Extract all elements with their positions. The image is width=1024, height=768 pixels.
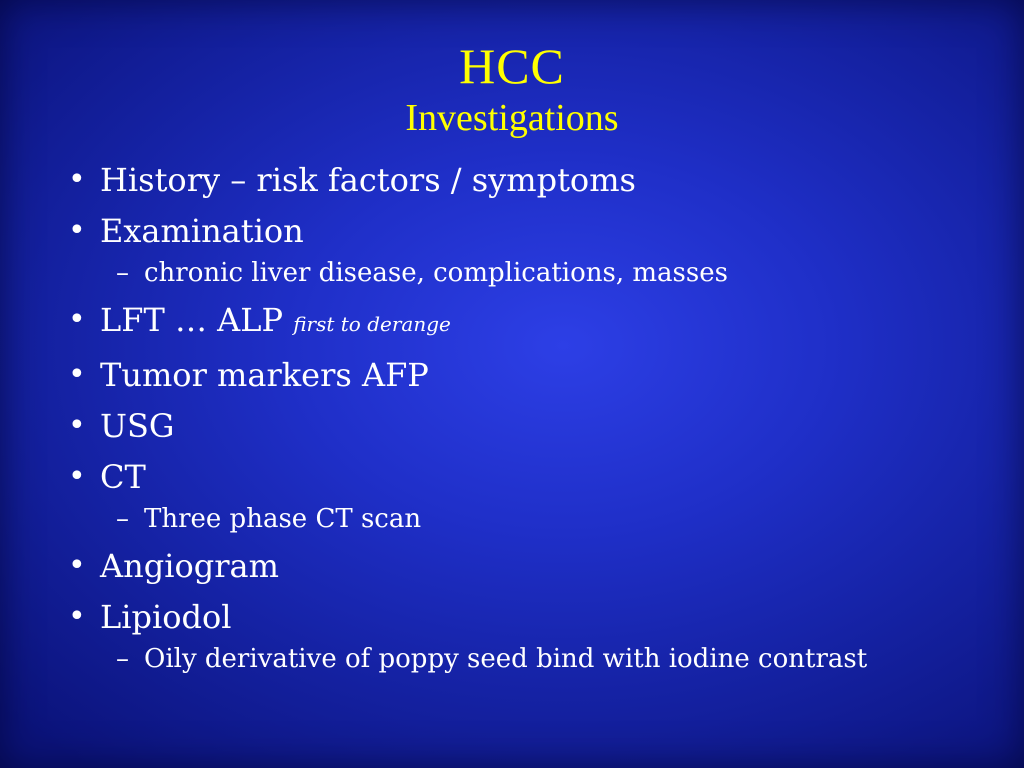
bullet-dot: • (68, 162, 86, 197)
bullet-text: LFT … ALP (100, 301, 284, 339)
bullet-text: Angiogram (100, 547, 279, 585)
bullet-item (64, 158, 964, 202)
sub-bullet-dash: – (116, 644, 129, 674)
sub-bullet-dash: – (116, 504, 129, 534)
sub-bullet-item (64, 642, 904, 676)
bullet-item (64, 404, 964, 448)
bullet-text: USG (100, 407, 175, 445)
bullet-item (64, 544, 964, 588)
bullet-dot: • (68, 357, 86, 392)
sub-bullet-text: Three phase CT scan (144, 504, 422, 534)
bullet-item (64, 298, 964, 346)
sub-bullet-item (64, 502, 904, 536)
bullet-dot: • (68, 408, 86, 443)
bullet-item (64, 595, 964, 639)
bullet-text: History – risk factors / symptoms (100, 161, 636, 199)
bullet-note: first to derange (293, 312, 451, 336)
bullet-text: CT (100, 458, 146, 496)
bullet-dot: • (68, 599, 86, 634)
bullet-text: Lipiodol (100, 598, 232, 636)
bullet-list (64, 158, 964, 684)
slide-subtitle: Investigations (405, 97, 619, 139)
sub-bullet-dash: – (116, 258, 129, 288)
sub-bullet-text: Oily derivative of poppy seed bind with iodine contrast (144, 644, 868, 674)
bullet-dot: • (68, 459, 86, 494)
bullet-dot: • (68, 302, 86, 337)
bullet-dot: • (68, 548, 86, 583)
bullet-item (64, 455, 964, 499)
bullet-text: Tumor markers AFP (100, 356, 429, 394)
bullet-item (64, 209, 964, 253)
bullet-text: Examination (100, 212, 304, 250)
sub-bullet-text: chronic liver disease, complications, masses (144, 258, 728, 288)
title-block (0, 38, 1024, 140)
slide-title: HCC (459, 38, 565, 94)
bullet-item (64, 353, 964, 397)
bullet-dot: • (68, 213, 86, 248)
sub-bullet-item (64, 256, 904, 290)
